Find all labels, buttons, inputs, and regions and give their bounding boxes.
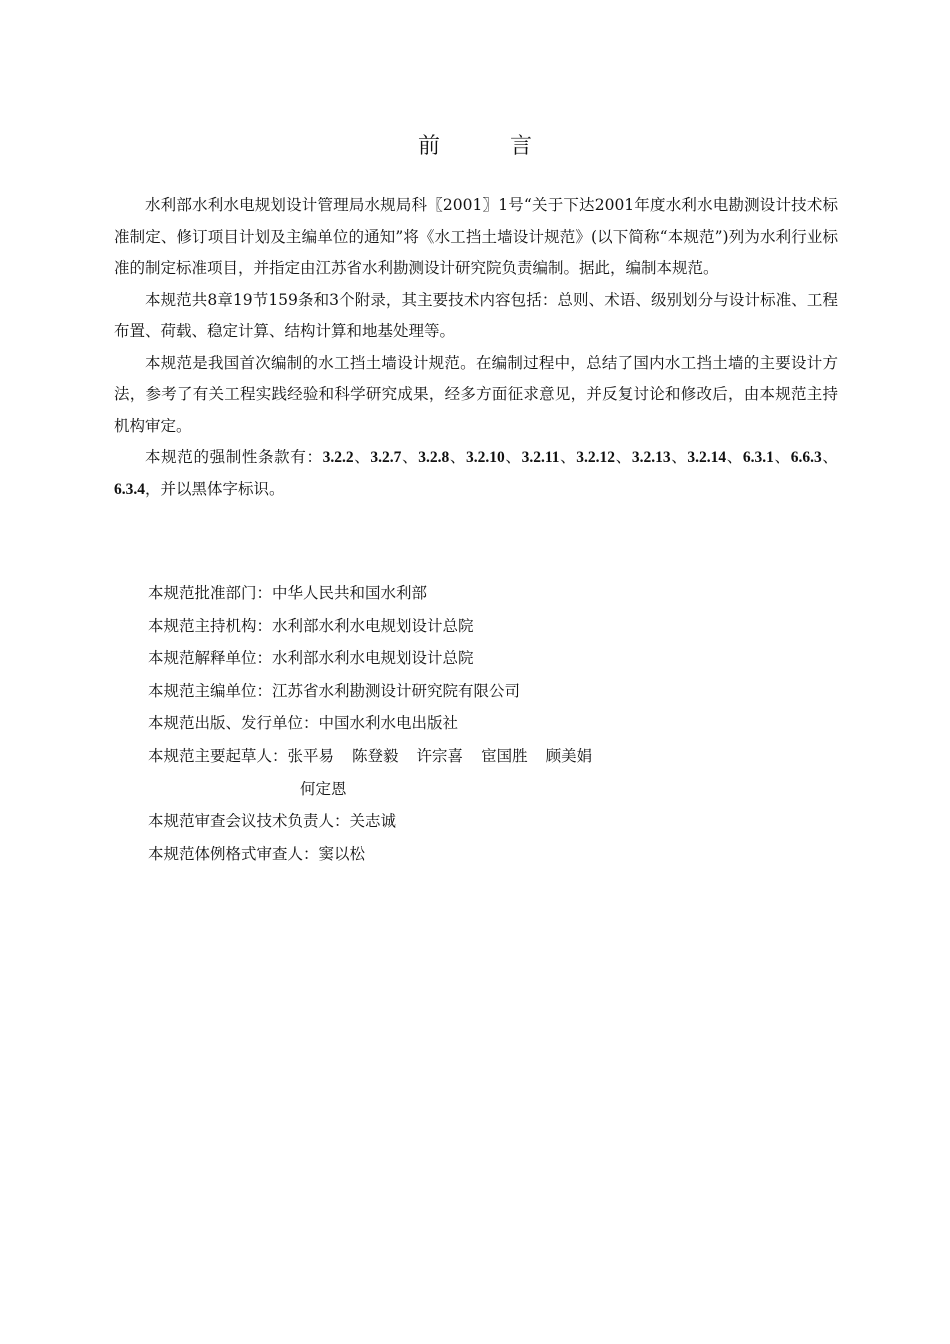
paragraph-mandatory-clauses [114,442,838,505]
mandatory-clause-number: 3.2.11 [521,449,560,466]
drafter-name: 宦国胜 [481,746,528,765]
review-technical-lead: 本规范审查会议技术负责人：关志诚 [148,812,397,831]
mandatory-clauses-prefix: 本规范的强制性条款有： [145,448,323,466]
credits-block [148,577,848,870]
drafter-name: 张平易 [287,746,335,765]
paragraph-contents: 本规范共8章19节159条和3个附录，其主要技术内容包括：总则、术语、级别划分与设计标准、工程布置、荷载、稳定计算、结构计算和地基处理等。 [114,290,838,340]
mandatory-clause-number: 3.2.7 [370,449,402,466]
mandatory-clause-number: 6.3.1 [742,449,774,466]
mandatory-clause-number: 3.2.14 [687,449,727,466]
format-reviewer: 本规范体例格式审查人：窦以松 [148,844,366,863]
drafters-extra: 何定恩 [300,779,347,798]
drafter-name: 顾美娟 [545,746,593,765]
paragraph-background: 水利部水利水电规划设计管理局水规局科〖2001〗1号“关于下达2001年度水利水电勘测设计技术标准制定、修订项目计划及主编单位的通知”将《水工挡土墙设计规范》(以下简称“本规范”)列为水利行业标准的制定标准项目，并指定由江苏省水利勘测设计研究院负责编制。据此，编制本规范。 [114,196,838,277]
drafters-label: 本规范主要起草人： [148,746,288,765]
paragraph-compilation: 本规范是我国首次编制的水工挡土墙设计规范。在编制过程中，总结了国内水工挡土墙的主要设计方法，参考了有关工程实践经验和科学研究成果，经多方面征求意见，并反复讨论和修改后，由本规范主持机构审定。 [114,353,838,435]
mandatory-clause-number: 3.2.10 [466,449,505,466]
mandatory-clauses-suffix: ，并以黑体字标识。 [145,479,285,498]
clause-separator: 、 [449,448,467,466]
host-organization: 本规范主持机构：水利部水利水电规划设计总院 [148,616,474,635]
mandatory-clause-number: 6.3.4 [114,480,145,498]
clause-separator: 、 [726,448,743,466]
chief-editor-unit: 本规范主编单位：江苏省水利勘测设计研究院有限公司 [148,681,521,700]
drafter-name: 陈登毅 [352,746,399,765]
interpretation-unit: 本规范解释单位：水利部水利水电规划设计总院 [148,649,474,668]
clause-separator: 、 [353,448,371,466]
mandatory-clause-number: 6.6.3 [790,449,822,466]
mandatory-clause-number: 3.2.8 [418,449,450,466]
drafters-line [148,740,848,773]
drafters-list [288,747,593,765]
clause-separator: 、 [773,448,791,466]
mandatory-clause-number: 3.2.13 [631,449,671,466]
publisher-unit: 本规范出版、发行单位：中国水利水电出版社 [148,714,459,733]
page-title: 前 言 [417,134,556,159]
clause-separator: 、 [401,448,419,466]
clause-separator: 、 [559,448,577,466]
mandatory-clause-number: 3.2.12 [576,449,616,466]
clause-separator: 、 [670,448,688,466]
clause-separator: 、 [504,448,522,466]
mandatory-clause-number: 3.2.2 [322,449,354,466]
approval-department: 本规范批准部门：中华人民共和国水利部 [148,584,428,602]
clause-separator: 、 [615,448,632,466]
preface-body [114,190,838,505]
drafter-name: 许宗喜 [416,746,464,765]
clause-separator: 、 [821,448,838,466]
